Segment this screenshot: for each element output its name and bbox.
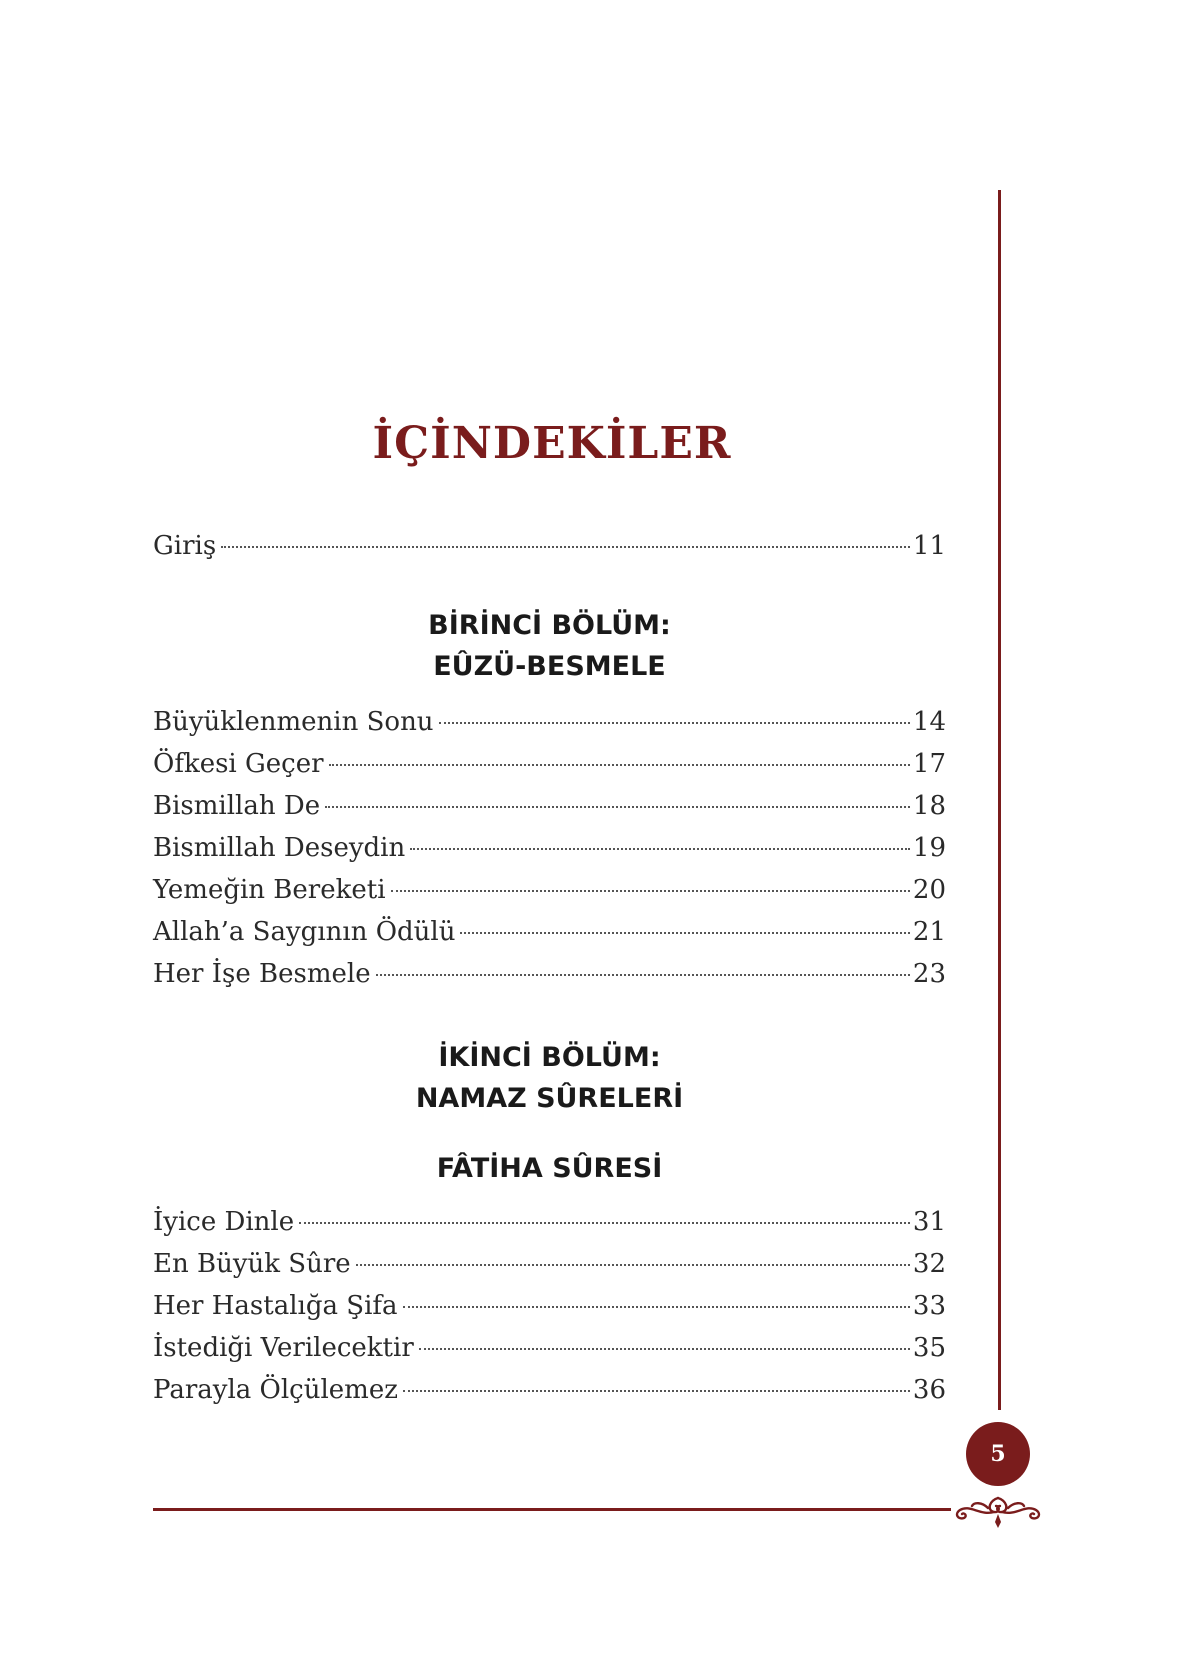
toc-entry-page: 14 — [912, 707, 946, 737]
dot-leader — [403, 1390, 910, 1392]
section2-heading-line2: NAMAZ SÛRELERİ — [415, 1083, 684, 1114]
toc-entry-label: Giriş — [153, 531, 217, 561]
toc-entry-page: 18 — [912, 791, 946, 821]
toc-entry-page: 33 — [912, 1291, 946, 1321]
toc-entry-label: Büyüklenmenin Sonu — [153, 707, 434, 737]
toc-entry-label: Allah’a Saygının Ödülü — [153, 917, 456, 947]
toc-entry[interactable] — [153, 531, 946, 573]
toc-entry-page: 36 — [912, 1375, 946, 1405]
toc-entry-page: 23 — [912, 959, 946, 989]
toc-entry[interactable] — [153, 959, 946, 1001]
toc-entry[interactable] — [153, 875, 946, 917]
page-title: İÇİNDEKİLER — [372, 418, 732, 469]
dot-leader — [325, 806, 910, 808]
toc-entry[interactable] — [153, 1249, 946, 1291]
section2-list — [153, 1207, 946, 1417]
toc-entry[interactable] — [153, 1333, 946, 1375]
toc-intro — [153, 531, 946, 573]
dot-leader — [221, 546, 910, 548]
toc-entry-label: İyice Dinle — [153, 1207, 295, 1237]
toc-entry[interactable] — [153, 1291, 946, 1333]
dot-leader — [410, 848, 910, 850]
toc-entry[interactable] — [153, 791, 946, 833]
dot-leader — [329, 764, 910, 766]
dot-leader — [460, 932, 909, 934]
toc-entry-label: Parayla Ölçülemez — [153, 1375, 398, 1405]
toc-entry-page: 31 — [912, 1207, 946, 1237]
dot-leader — [299, 1222, 910, 1224]
toc-entry-label: Bismillah De — [153, 791, 321, 821]
ornament-icon — [950, 1490, 1046, 1530]
page-number-badge — [966, 1422, 1030, 1486]
dot-leader — [391, 890, 910, 892]
toc-entry-page: 35 — [912, 1333, 946, 1363]
toc-entry-page: 17 — [912, 749, 946, 779]
toc-entry-page: 32 — [912, 1249, 946, 1279]
bottom-rule — [153, 1508, 951, 1511]
toc-entry[interactable] — [153, 707, 946, 749]
toc-entry[interactable] — [153, 749, 946, 791]
toc-entry-label: Bismillah Deseydin — [153, 833, 406, 863]
section2-subheading: FÂTİHA SÛRESİ — [436, 1153, 663, 1184]
dot-leader — [419, 1348, 910, 1350]
toc-entry-page: 20 — [912, 875, 946, 905]
page-number: 5 — [990, 1441, 1006, 1467]
toc-entry[interactable] — [153, 833, 946, 875]
toc-entry-label: Her İşe Besmele — [153, 959, 371, 989]
section1-list — [153, 707, 946, 1001]
toc-entry-label: Yemeğin Bereketi — [153, 875, 386, 905]
toc-entry[interactable] — [153, 1207, 946, 1249]
toc-entry-label: En Büyük Sûre — [153, 1249, 351, 1279]
section2-heading-line1: İKİNCİ BÖLÜM: — [438, 1042, 661, 1073]
toc-entry-label: Her Hastalığa Şifa — [153, 1291, 398, 1321]
vertical-rule — [998, 190, 1001, 1410]
toc-entry-label: İstediği Verilecektir — [153, 1333, 414, 1363]
dot-leader — [403, 1306, 910, 1308]
dot-leader — [356, 1264, 910, 1266]
toc-entry-page: 21 — [912, 917, 946, 947]
toc-entry-page: 19 — [912, 833, 946, 863]
dot-leader — [376, 974, 910, 976]
section1-heading-line1: BİRİNCİ BÖLÜM: — [428, 610, 671, 641]
section1-heading-line2: EÛZÜ-BESMELE — [433, 651, 666, 682]
toc-entry[interactable] — [153, 917, 946, 959]
toc-entry[interactable] — [153, 1375, 946, 1417]
toc-entry-page: 11 — [912, 531, 946, 561]
dot-leader — [439, 722, 910, 724]
toc-entry-label: Öfkesi Geçer — [153, 749, 324, 779]
